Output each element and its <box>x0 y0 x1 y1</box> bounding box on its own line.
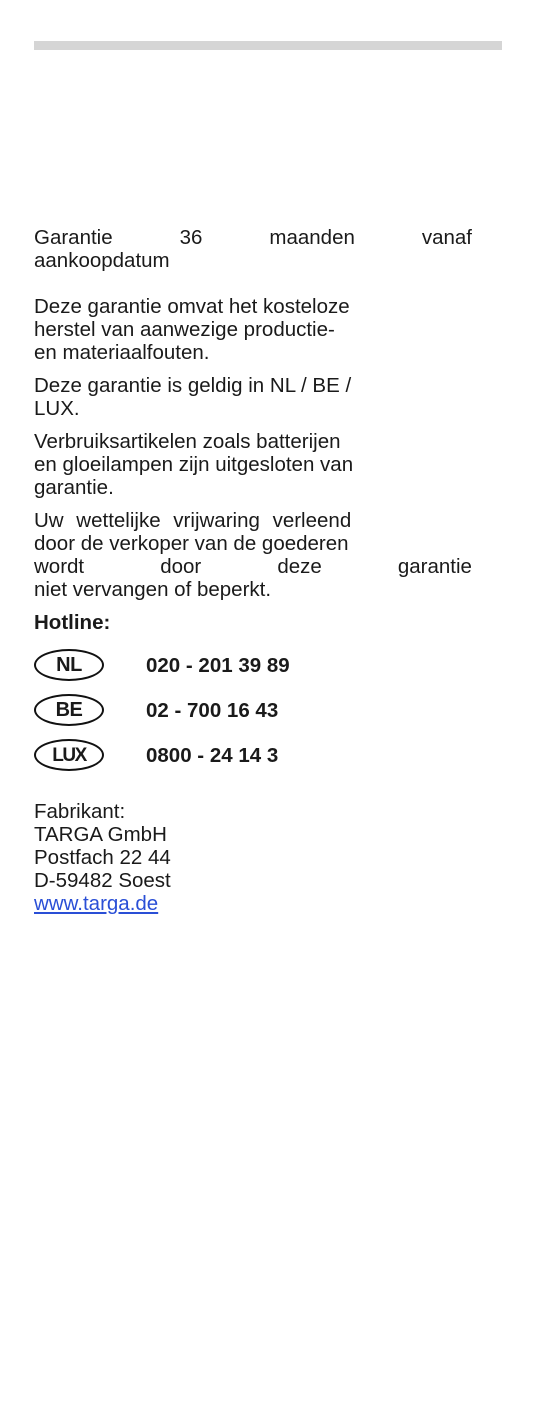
validity-paragraph <box>34 374 472 420</box>
legal-word: wordt <box>34 555 85 578</box>
manufacturer-city: D-59482 Soest <box>34 869 171 892</box>
coverage-paragraph <box>34 295 472 364</box>
phone-number-be: 02 - 700 16 43 <box>146 698 279 722</box>
warranty-title-line <box>34 226 472 249</box>
legal-word: garantie <box>397 555 472 578</box>
manufacturer-label: Fabrikant: <box>34 800 126 823</box>
hotline-row-nl <box>34 648 472 682</box>
phone-number-nl: 020 - 201 39 89 <box>146 653 290 677</box>
phone-number-lux: 0800 - 24 14 3 <box>146 743 279 767</box>
exclusions-line: en gloeilampen zijn uitgesloten van <box>34 453 354 476</box>
title-word: 36 <box>179 226 203 249</box>
legal-paragraph <box>34 509 472 601</box>
manufacturer-company: TARGA GmbH <box>34 823 167 846</box>
top-divider-bar <box>34 41 502 50</box>
country-badge-nl: NL <box>34 649 104 681</box>
legal-word: door <box>160 555 202 578</box>
exclusions-line: garantie. <box>34 476 114 499</box>
legal-line: door de verkoper van de goederen <box>34 532 349 555</box>
coverage-line: en materiaalfouten. <box>34 341 210 364</box>
coverage-line: herstel van aanwezige productie- <box>34 318 335 341</box>
warranty-card <box>34 226 472 915</box>
warranty-title-line2: aankoopdatum <box>34 249 170 272</box>
manufacturer-block <box>34 800 472 915</box>
coverage-line: Deze garantie omvat het kosteloze <box>34 295 350 318</box>
legal-word: deze <box>277 555 322 578</box>
legal-line: niet vervangen of beperkt. <box>34 578 272 601</box>
exclusions-line: Verbruiksartikelen zoals batterijen <box>34 430 341 453</box>
country-badge-be: BE <box>34 694 104 726</box>
exclusions-paragraph <box>34 430 472 499</box>
hotline-label: Hotline: <box>34 611 111 634</box>
validity-line: LUX. <box>34 397 80 420</box>
title-word: vanaf <box>421 226 472 249</box>
legal-line: Uw wettelijke vrijwaring verleend <box>34 509 352 532</box>
manufacturer-po-box: Postfach 22 44 <box>34 846 171 869</box>
title-word: maanden <box>269 226 355 249</box>
title-word: Garantie <box>34 226 113 249</box>
hotline-row-be <box>34 693 472 727</box>
country-badge-lux: LUX <box>34 739 104 771</box>
hotline-row-lux <box>34 738 472 772</box>
legal-line-spaced <box>34 555 472 578</box>
manufacturer-website-link[interactable]: www.targa.de <box>34 892 159 915</box>
validity-line: Deze garantie is geldig in NL / BE / <box>34 374 352 397</box>
